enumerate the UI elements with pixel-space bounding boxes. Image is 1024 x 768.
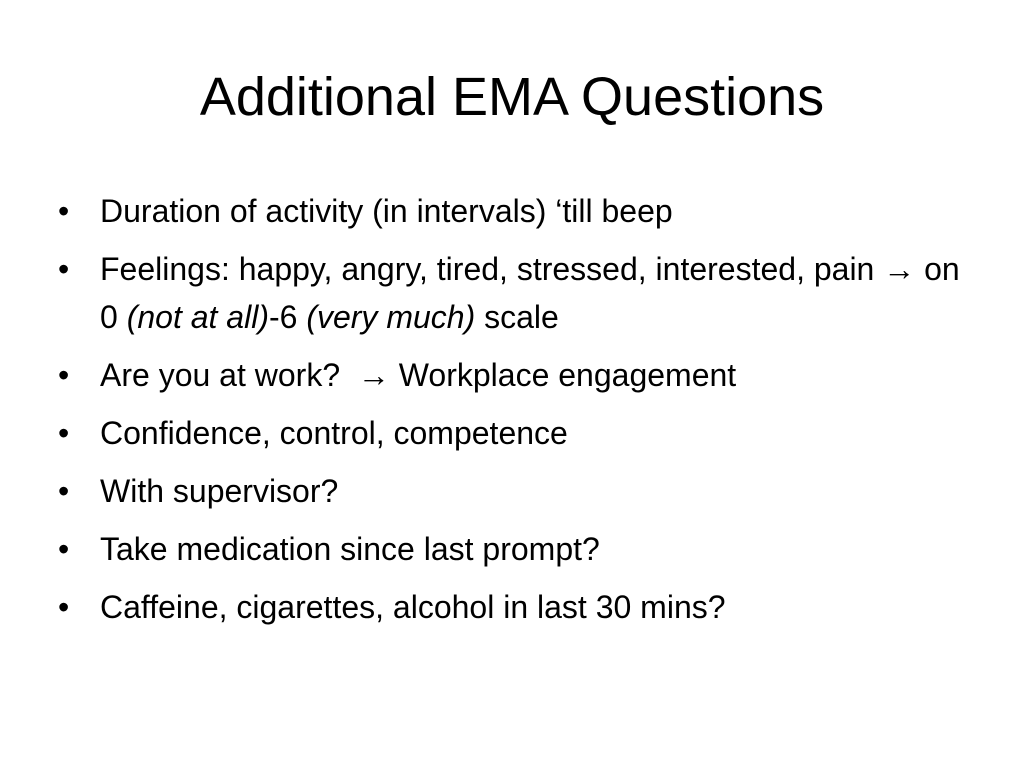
bullet-icon: • — [58, 531, 70, 567]
bullet-icon: • — [58, 357, 70, 393]
bullet-text: Workplace engagement — [398, 357, 737, 393]
bullet-icon: • — [58, 251, 70, 287]
scale-max-label: (very much) — [306, 299, 476, 335]
scale-range-text: -6 — [268, 299, 298, 335]
arrow-right-icon: → — [883, 251, 916, 287]
bullet-item-work — [56, 351, 976, 399]
bullet-item-substances — [56, 583, 976, 631]
bullet-text: on 0 — [100, 251, 960, 335]
bullet-icon: • — [58, 589, 70, 625]
bullet-item-confidence — [56, 409, 976, 457]
bullet-text: Confidence, control, competence — [100, 415, 568, 451]
bullet-icon: • — [58, 415, 70, 451]
bullet-text: With supervisor? — [100, 473, 339, 509]
bullet-item-duration — [56, 187, 976, 235]
bullet-text: Duration of activity (in intervals) ‘till beep — [100, 193, 673, 229]
bullet-text: Take medication since last prompt? — [100, 531, 600, 567]
bullet-list — [56, 187, 976, 641]
bullet-item-medication — [56, 525, 976, 573]
bullet-icon: • — [58, 473, 70, 509]
bullet-icon: • — [58, 193, 70, 229]
slide-title: Additional EMA Questions — [199, 67, 825, 127]
scale-min-label: (not at all) — [126, 299, 269, 335]
bullet-item-feelings — [56, 245, 976, 341]
bullet-text: Caffeine, cigarettes, alcohol in last 30 mins? — [100, 589, 726, 625]
bullet-text: Are you at work? — [100, 357, 341, 393]
bullet-item-supervisor — [56, 467, 976, 515]
bullet-text: scale — [484, 299, 559, 335]
arrow-right-icon: → — [357, 357, 390, 393]
bullet-text: Feelings: happy, angry, tired, stressed, interested, pain — [100, 251, 875, 287]
